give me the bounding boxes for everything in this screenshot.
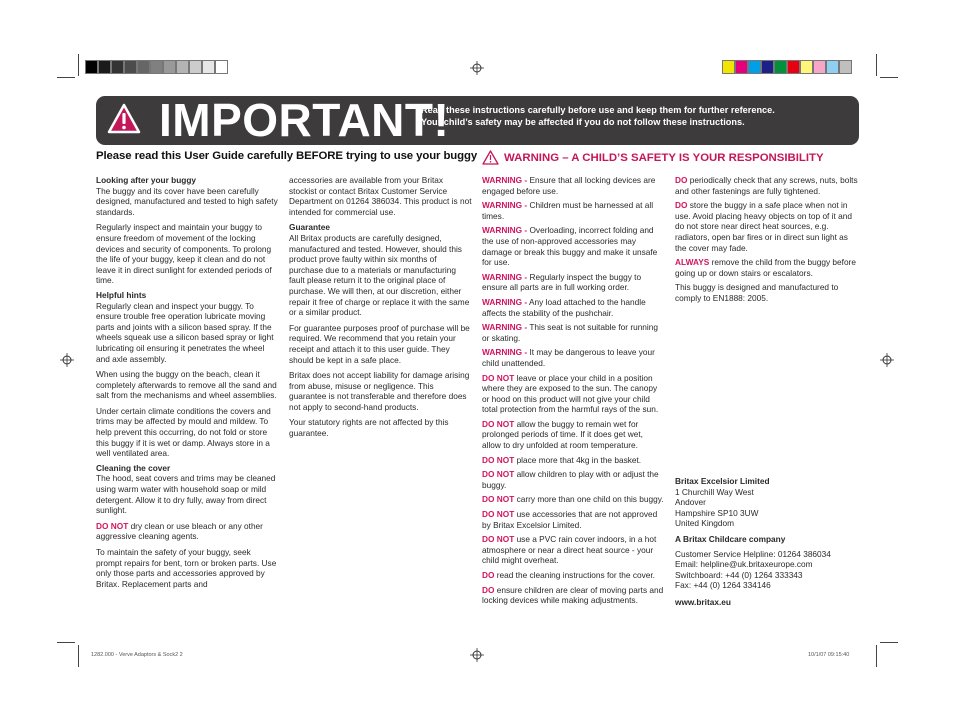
switchboard: Switchboard: +44 (0) 1264 333343: [675, 569, 803, 580]
color-swatch: [774, 60, 787, 74]
warning-label: DO NOT: [482, 509, 515, 520]
warning-label: WARNING -: [482, 225, 528, 236]
color-swatch: [202, 60, 215, 74]
column-warnings: [482, 175, 664, 610]
color-swatch: [761, 60, 774, 74]
color-swatch: [150, 60, 163, 74]
warning-text: ensure children are clear of moving parts and locking devices while making adjustments.: [482, 584, 664, 606]
warning-label: DO: [482, 584, 495, 595]
warning-heading-text: WARNING – A CHILD’S SAFETY IS YOUR RESPONSIBILITY: [504, 151, 824, 164]
color-swatch: [176, 60, 189, 74]
warning-label: DO NOT: [482, 454, 515, 465]
color-swatch: [787, 60, 800, 74]
statutory-text: Your statutory rights are not affected by this guarantee.: [289, 417, 449, 439]
color-swatch: [748, 60, 761, 74]
warning-text: read the cleaning instructions for the cover.: [494, 570, 655, 580]
company-address: [675, 487, 859, 529]
warning-item: [482, 509, 664, 530]
warning-item: [482, 322, 664, 343]
guarantee-title: Guarantee: [289, 222, 331, 233]
banner-line-1: Read these instructions carefully before use and keep them for further reference.: [421, 105, 775, 115]
warning-label: WARNING -: [482, 347, 528, 358]
warning-item: [482, 175, 664, 196]
warning-item: [482, 494, 664, 505]
color-swatch: [215, 60, 228, 74]
warning-label: DO NOT: [482, 418, 515, 429]
website-link[interactable]: www.britax.eu: [675, 596, 731, 607]
warning-item: [482, 272, 664, 293]
color-swatch: [800, 60, 813, 74]
accessories-text: accessories are available from your Britax stockist or contact Britax Customer Service Department on 01264 386034. This product is not intended for commercial use.: [289, 175, 472, 217]
warning-item: [675, 200, 859, 253]
warning-heading: [482, 150, 824, 165]
address-line: Andover: [675, 497, 706, 508]
color-swatch: [111, 60, 124, 74]
color-swatch: [137, 60, 150, 74]
banner-line-2: Your child’s safety may be affected if you do not follow these instructions.: [421, 116, 745, 127]
important-banner: [96, 96, 859, 145]
guarantee-text: All Britax products are carefully designed, manufactured and tested. However, should this product prove faulty within six months of purchase due to a materials or manufacturing fault please return it to the original place of purchase. We will then, at our discretion, either repair it free of charge or replace it with the same or a similar product.: [289, 232, 470, 318]
warning-text: Any load attached to the handle affects the stability of the pushchair.: [482, 296, 646, 318]
crop-mark: [876, 645, 877, 667]
warning-label: WARNING -: [482, 296, 528, 307]
company-contact-block: [675, 476, 859, 608]
warning-label: DO NOT: [482, 494, 515, 505]
email: Email: helpline@uk.britaxeurope.com: [675, 559, 813, 570]
warning-label: DO: [675, 175, 688, 185]
crop-mark: [876, 54, 877, 76]
cleaning-title: Cleaning the cover: [96, 462, 171, 473]
cmyk-color-bar: [722, 60, 852, 74]
standard-text: This buggy is designed and manufactured to comply to EN1888: 2005.: [675, 282, 839, 303]
warning-item: [482, 419, 664, 451]
do-not-clean-detail: dry clean or use bleach or any other aggressive cleaning agents.: [96, 520, 263, 542]
proof-text: For guarantee purposes proof of purchase will be required. We recommend that you retain your receipt and attach it to this user guide. They should be kept in a safe place.: [289, 322, 470, 365]
warning-text: Regularly inspect the buggy to ensure all parts are in full working order.: [482, 271, 642, 293]
cleaning-text: The hood, seat covers and trims may be cleaned using warm water with household soap or mild detergent. Allow it to dry fully, away from direct sunlight.: [96, 473, 276, 516]
warning-text: Ensure that all locking devices are engaged before use.: [482, 175, 656, 196]
beach-text: When using the buggy on the beach, clean it completely afterwards to remove all the sand and salt from the mechanisms and wheel assemblies.: [96, 369, 277, 401]
column-care: [96, 175, 278, 594]
climate-text: Under certain climate conditions the covers and trims may be affected by mould and mildew. To help prevent this occurring, do not fold or store this buggy if it is wet or damp. Always store in a well ventilated area.: [96, 405, 271, 459]
footer-timestamp: 10/1/07 09:15:40: [808, 652, 850, 658]
banner-title: IMPORTANT!: [159, 94, 450, 146]
warning-label: DO NOT: [482, 469, 515, 480]
warning-text: Children must be harnessed at all times.: [482, 200, 654, 221]
warning-text: remove the child from the buggy before going up or down stairs or escalators.: [675, 257, 856, 278]
helpline: Customer Service Helpline: 01264 386034: [675, 548, 831, 559]
warning-item: [482, 347, 664, 368]
registration-mark-icon: [470, 648, 484, 662]
warning-item: [482, 373, 664, 415]
warning-text: periodically check that any screws, nuts, bolts and other fastenings are fully tightened.: [675, 175, 858, 196]
address-line: 1 Churchill Way West: [675, 486, 754, 497]
warning-label: DO: [482, 570, 495, 580]
warning-text: carry more than one child on this buggy.: [514, 494, 664, 505]
warning-label: WARNING -: [482, 322, 528, 333]
company-name: Britax Excelsior Limited: [675, 476, 770, 486]
column-guarantee: [289, 175, 472, 444]
warning-text: It may be dangerous to leave your child unattended.: [482, 347, 655, 368]
warning-item: [482, 297, 664, 318]
fax: Fax: +44 (0) 1264 334146: [675, 580, 771, 591]
color-swatch: [826, 60, 839, 74]
warning-label: ALWAYS: [675, 257, 710, 268]
safety-text: To maintain the safety of your buggy, seek prompt repairs for bent, torn or broken parts. Use only those parts and accessories approved by Britax. Replacement parts and: [96, 547, 277, 589]
warning-list-continued: [675, 175, 859, 278]
grayscale-color-bar: [85, 60, 228, 74]
parent-company: A Britax Childcare company: [675, 533, 786, 544]
warning-item: [675, 257, 859, 278]
registration-mark-icon: [880, 353, 894, 367]
do-not-label: DO NOT: [96, 520, 129, 531]
warning-item: [482, 200, 664, 221]
crop-mark: [57, 642, 75, 643]
inspect-text: Regularly inspect and maintain your buggy to ensure freedom of movement of the locking devices and security of components. To prolong the life of your buggy, keep it clean and do not leave it in direct sunlight for extended periods of time.: [96, 222, 272, 286]
warning-text: allow children to play with or adjust the buggy.: [482, 469, 659, 490]
warning-triangle-icon: [482, 150, 499, 165]
looking-after-title: Looking after your buggy: [96, 175, 197, 185]
warning-label: WARNING -: [482, 271, 528, 282]
crop-mark: [78, 645, 79, 667]
warning-triangle-icon: [107, 103, 141, 135]
registration-mark-icon: [470, 61, 484, 75]
warning-label: DO: [675, 200, 688, 211]
registration-mark-icon: [60, 353, 74, 367]
warning-text: use a PVC rain cover indoors, in a hot atmosphere or near a direct heat source - your child might overheat.: [482, 534, 657, 566]
warning-item: [482, 225, 664, 267]
warning-text: This seat is not suitable for running or skating.: [482, 322, 658, 343]
warning-item: [482, 534, 664, 566]
crop-mark: [57, 77, 75, 78]
warning-item: [482, 570, 664, 581]
crop-mark: [78, 54, 79, 76]
color-swatch: [163, 60, 176, 74]
warning-label: WARNING -: [482, 175, 528, 185]
liability-text: Britax does not accept liability for damage arising from abuse, misuse or negligence. This guarantee is not transferable and therefore does not apply to second-hand products.: [289, 370, 470, 412]
warning-item: [675, 175, 859, 196]
warning-label: WARNING -: [482, 200, 528, 211]
warning-text: allow the buggy to remain wet for prolonged periods of time. If it does get wet, allow to dry unfolded at room temperature.: [482, 418, 643, 451]
color-swatch: [124, 60, 137, 74]
contact-details: [675, 549, 859, 591]
address-line: United Kingdom: [675, 518, 735, 529]
crop-mark: [880, 77, 898, 78]
warning-item: [482, 585, 664, 606]
color-swatch: [813, 60, 826, 74]
warning-item: [482, 469, 664, 490]
warning-label: DO NOT: [482, 372, 515, 383]
warning-text: use accessories that are not approved by Britax Excelsior Limited.: [482, 509, 658, 530]
helpful-hints-title: Helpful hints: [96, 289, 147, 300]
color-swatch: [735, 60, 748, 74]
helpful-hints-text: Regularly clean and inspect your buggy. To ensure trouble free operation lubricate moving parts and joints with a silicon based spray. If the wheels squeak use a silicon based spray or light lubricating oil ensuring it penetrates the wheel and axle assembly.: [96, 300, 274, 364]
color-swatch: [85, 60, 98, 74]
crop-mark: [880, 642, 898, 643]
do-not-clean-text: [96, 521, 278, 542]
warning-text: place more that 4kg in the basket.: [514, 454, 642, 465]
warning-item: [482, 455, 664, 466]
column-warnings-contact: [675, 175, 859, 309]
footer-file-slug: 1282.000 - Verve Adaptors & Sock2 2: [91, 652, 183, 658]
address-line: Hampshire SP10 3UW: [675, 507, 759, 518]
color-swatch: [722, 60, 735, 74]
banner-instructions: [421, 105, 851, 128]
color-swatch: [839, 60, 852, 74]
warning-label: DO NOT: [482, 534, 515, 545]
color-swatch: [189, 60, 202, 74]
warning-text: store the buggy in a safe place when not in use. Avoid placing heavy objects on top of it and do not store near direct heat sources, e.g. radiators, open bar fires or in direct sun light as the cover may fade.: [675, 200, 852, 253]
looking-after-text: The buggy and its cover have been carefully designed, manufactured and tested to high safety standards.: [96, 185, 278, 217]
warning-text: Overloading, incorrect folding and the use of non-approved accessories may damage or break this buggy and make it unsafe for use.: [482, 225, 658, 268]
color-swatch: [98, 60, 111, 74]
warning-text: leave or place your child in a position where they are exposed to the sun. The canopy or hood on this product will not give your child total protection from the harmful rays of the sun.: [482, 372, 659, 415]
user-guide-heading: Please read this User Guide carefully BEFORE trying to use your buggy: [96, 150, 478, 162]
